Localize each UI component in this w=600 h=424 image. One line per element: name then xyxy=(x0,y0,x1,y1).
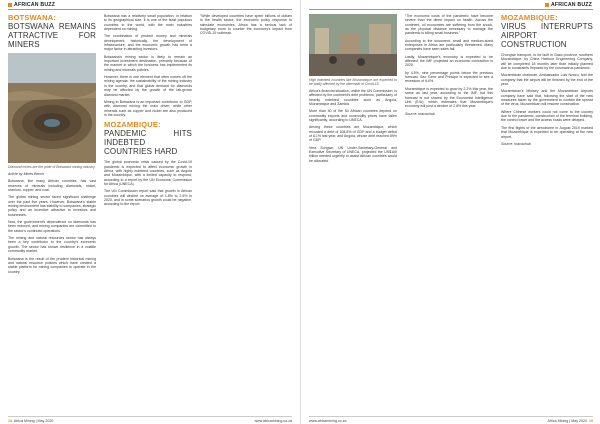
paragraph: Chongwe transport, to be built in Gaza province, southern Mozambique, by China Harbour Engineering Company, will be completed 18 months later than initially planned due to constraints imposed by the coronavirus pandemic. xyxy=(501,53,593,71)
paragraph: by 4.5%, nine percentage points below the previous forecast. Sao Tome and Principe is expected to see a recession of 6.0%. xyxy=(405,70,493,84)
paragraph: Botswana is the result of the prudent historical mining and natural resource policies which have created a stable platform for mining companies to operate in the country. xyxy=(8,256,96,274)
paragraph: Where Chinese workers could not come to the country due to the pandemic, construction of the terminal building, the control tower and the access roads were delayed. xyxy=(501,109,593,123)
paragraph: Now, the government's dependence on diamonds has been reduced, and mining companies are committed to the sector's continued operations. xyxy=(8,220,96,233)
paragraph: The global mining sector faced significant challenge over the past five years. However, Botswana's stable mining environment has stability to companies, strategic policy and an incentive attractive to investors and businesses. xyxy=(8,195,96,217)
paragraph: "The economic costs of the pandemic have become severe than the direct impact on health. Across the continent, oil economies are suffering from the shock, as the physical distance necessary to manage the pandemic is killing small business." xyxy=(405,14,493,36)
paragraph: Mozambican's Ministry and the Mozambican Airports company have said that, following the start of the new measures taken by the government to contain the spread of the virus, Mozambican will resume construction. xyxy=(501,89,593,107)
right-column-1 xyxy=(309,14,397,166)
right-column-2 xyxy=(405,14,493,119)
article-headline: VIRUS INTERRUPTS AIRPORT CONSTRUCTION xyxy=(501,22,593,49)
issue-date: May 2020 xyxy=(37,418,54,423)
paragraph: Africa's financial situation, unlike the UN Commission, is affected by the continent's debt problems, particularly of heavily indebted countries such as Angola, Mozambique and Zambia. xyxy=(309,89,398,107)
paragraph: Mozambican chairman, Ambassador Luis Nzucu, told the company that the airport will be finished by the end of the year. xyxy=(501,73,593,87)
article-headline: PANDEMIC HITS INDEBTED COUNTRIES HARD xyxy=(104,129,192,157)
mine-landscape-image xyxy=(8,53,96,163)
paragraph: More than 40 of the 54 African countries depend on commodity exports and commodity prices have fallen significantly, according to UNECA. xyxy=(309,109,397,123)
website-link[interactable]: www.africamining.co.za xyxy=(309,418,347,423)
paragraph: The UN Commission report said that growth in African countries will decline on average of 1.8% to 2.6% in 2020, and in some scenarios growth could be negative, according to the report. xyxy=(104,189,192,207)
left-footer: 18 Africa Mining | May 2020 www.africamining.co.za xyxy=(8,416,292,424)
diamond-mine-photo xyxy=(8,53,96,163)
section-tag: AFRICAN BUZZ xyxy=(14,1,56,8)
right-header xyxy=(545,0,592,9)
magazine-name: Africa Mining xyxy=(13,418,35,423)
paragraph: Mining in Botswana is an important contributor to GDP, with diamond mining the main driver, while other minerals such as copper and nickel are also produced in the country. xyxy=(104,99,192,117)
issue-date: May 2020 xyxy=(571,418,587,423)
paragraph: However, there is one element that often comes off the mining agenda: the sustainability of the mining industry in the country, and that global demand for diamonds may be affected by the growth of the lab-grown diamond market. xyxy=(104,75,192,97)
country-heading: MOZAMBIQUE: xyxy=(501,13,558,22)
website-link[interactable]: www.africamining.co.za xyxy=(254,418,292,423)
article-headline: BOTSWANA REMAINS ATTRACTIVE FOR MINERS xyxy=(8,22,96,49)
paragraph: Among these countries are Mozambique, which recorded a debt of 108.8% of GDP and a budget deficit of 6.1% last year, and Angola, whose debt reached 89% of GDP. xyxy=(309,125,397,143)
right-column-3 xyxy=(501,14,593,149)
paragraph: Botswana has a relatively small population, in relation to its geographical size. It is one of the least populous countries in the world, with the main industries dependent on mining. xyxy=(104,14,192,32)
paragraph: Botswana's mining sector is likely to remain an important investment destination, primarily because of the manner in which the business has implemented its mining and minerals policies. xyxy=(104,54,192,72)
paragraph: Vera Songwe, UN Under-Secretary-General and Executive Secretary of UNECA, projected the US$100 billion needed urgently to assist African countries would be allocated. xyxy=(309,145,397,163)
country-heading: BOTSWANA: xyxy=(8,13,57,22)
country-heading: MOZAMBIQUE: xyxy=(104,120,161,130)
left-header xyxy=(8,0,55,9)
left-column-1 xyxy=(8,14,96,277)
paragraph: The first flights of the aerodrome in August 2019 marked that Mozambique is expected to be operating at the new airport. xyxy=(501,125,593,139)
paragraph: Lastly, Mozambique's economy is expected to be affected; the IMF projected an economic contraction in 2020. xyxy=(405,54,493,68)
photo-caption: High indebted countries like Mozambique are expected to be badly affected by the aftermath of Covid-19. xyxy=(309,78,397,86)
paragraph: "While developed countries have spent billions of dollars in the health sector, the economic policy response to stimulate economies, Africa has a serious lack of budgetary room to counter the economy's impact from COVID-19 outbreak. xyxy=(200,14,292,36)
section-tag: AFRICAN BUZZ xyxy=(550,1,592,8)
byline: Article by Mines Bench xyxy=(8,172,45,176)
paragraph: The combination of prudent money and minerals development, historically, the development of infrastructure, and the economic growth has been a major factor in attracting investors. xyxy=(104,34,192,52)
left-column-3 xyxy=(200,14,292,39)
source-credit: Source: macauhub xyxy=(405,111,435,116)
right-footer: www.africamining.co.za Africa Mining | May 2020 19 xyxy=(309,416,593,424)
paragraph: The mining and natural resources sector has always been a key contributor to the country's economic growth. The sector has shown resilience in a volatile commodity market. xyxy=(8,236,96,254)
paragraph: According to the document, small and medium-sized enterprises in Africa are particularly threatened. Many companies have seen sales fall. xyxy=(405,38,493,52)
section-marker-icon xyxy=(8,3,12,7)
right-page xyxy=(300,0,600,424)
street-scene-image xyxy=(309,14,397,76)
magazine-name: Africa Mining xyxy=(547,418,569,423)
paragraph: Mozambique is expected to grow by 2.2% this year, the same as last year, according to the IMF, but this forecast is not shared by the Economist Intelligence Unit (EIU), which estimates that Mozambique's economy will post a decline of 2.8% this year. xyxy=(405,86,493,109)
photo-caption: Diamond mines are the pride of Botswana mining industry. xyxy=(8,165,96,169)
header-rule xyxy=(309,9,593,10)
section-marker-icon xyxy=(545,3,549,7)
left-column-2 xyxy=(104,14,192,210)
source-credit: Source: macauhub xyxy=(501,141,531,146)
header-rule xyxy=(8,9,292,10)
page-number: 18 xyxy=(8,418,12,423)
paragraph: Botswana, like many African countries, has vast reserves of minerals including diamonds, nickel, uranium, copper, and coal. xyxy=(8,179,96,193)
indebted-country-photo xyxy=(309,14,397,76)
paragraph: The global economic crisis caused by the Covid-19 pandemic is expected to affect economic growth in Africa, with highly indebted countries, such as Angola and Mozambique, with a limited capacity to respond, according to a report by the UN Economic Commission for Africa (UNECA). xyxy=(104,160,192,186)
page-number: 19 xyxy=(589,418,593,423)
